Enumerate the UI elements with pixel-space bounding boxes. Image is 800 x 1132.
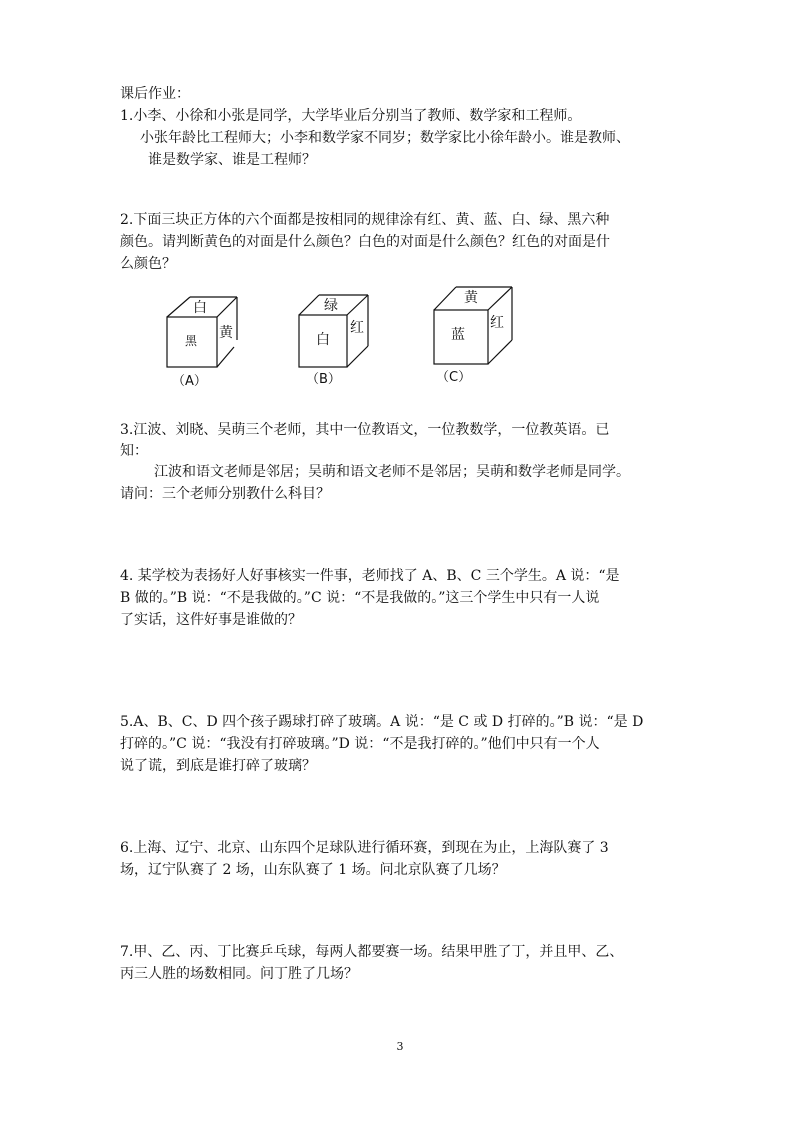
cube-b-top-face: 绿 [324,298,338,314]
question-3-line-3: 江波和语文老师是邻居；吴萌和语文老师不是邻居；吴萌和数学老师是同学。 [154,464,630,480]
question-1-line-3: 谁是数学家、谁是工程师？ [148,152,316,168]
cube-a-side-face: 黄 [219,325,233,341]
cube-c-drawing [428,282,528,368]
cube-c [428,282,528,386]
question-2-line-2: 颜色。请判断黄色的对面是什么颜色？白色的对面是什么颜色？红色的对面是什 [120,234,610,250]
cube-c-top-face: 黄 [464,290,478,306]
page-title: 课后作业： [120,86,190,102]
cube-c-front-face: 蓝 [451,327,465,343]
question-3-line-2: 知： [120,443,148,459]
question-3-line-4: 请问：三个老师分别教什么科目？ [120,486,330,502]
question-4-line-1: 4. 某学校为表扬好人好事核实一件事，老师找了 A、B、C 三个学生。A 说：“是 [120,568,620,584]
cube-b-side-face: 红 [350,320,364,336]
question-5-line-2: 打碎的。”C 说：“我没有打碎玻璃。”D 说：“不是我打碎的。”他们中只有一个人 [120,736,600,752]
question-4-line-2: B 做的。”B 说：“不是我做的。”C 说：“不是我做的。”这三个学生中只有一人说 [120,590,600,606]
cube-a [162,292,252,392]
cube-c-label: （C） [436,370,472,385]
cube-a-top-face: 白 [193,300,207,316]
cube-c-side-face: 红 [490,315,504,331]
question-2-line-1: 2.下面三块正方体的六个面都是按相同的规律涂有红、黄、蓝、白、绿、黑六种 [120,212,610,228]
cube-a-drawing [162,292,252,372]
page-number: 3 [396,1040,404,1053]
question-5-line-3: 说了谎，到底是谁打碎了玻璃？ [120,758,316,774]
question-7-line-2: 丙三人胜的场数相同。问丁胜了几场？ [120,966,358,982]
question-3-line-1: 3.江波、刘晓、吴萌三个老师，其中一位教语文，一位教数学，一位教英语。已 [120,422,610,438]
cube-b [294,290,384,390]
question-1-line-2: 小张年龄比工程师大；小李和数学家不同岁；数学家比小徐年龄小。谁是教师、 [140,130,630,146]
cube-a-label: （A） [172,374,207,389]
question-4-line-3: 了实话，这件好事是谁做的？ [120,612,302,628]
question-6-line-2: 场，辽宁队赛了 2 场，山东队赛了 1 场。问北京队赛了几场？ [120,862,506,878]
question-5-line-1: 5.A、B、C、D 四个孩子踢球打碎了玻璃。A 说：“是 C 或 D 打碎的。”B 说：“是 D [120,714,644,730]
cube-a-front-face: 黑 [185,334,198,348]
question-6-line-1: 6.上海、辽宁、北京、山东四个足球队进行循环赛，到现在为止，上海队赛了 3 [120,840,609,856]
question-1-line-1: 1.小李、小徐和小张是同学，大学毕业后分别当了教师、数学家和工程师。 [120,108,582,124]
question-2-line-3: 么颜色？ [120,256,176,272]
cube-b-drawing [294,290,384,370]
cube-b-front-face: 白 [316,332,330,348]
cube-b-label: （B） [306,372,341,387]
question-7-line-1: 7.甲、乙、丙、丁比赛乒乓球，每两人都要赛一场。结果甲胜了丁，并且甲、乙、 [120,944,624,960]
